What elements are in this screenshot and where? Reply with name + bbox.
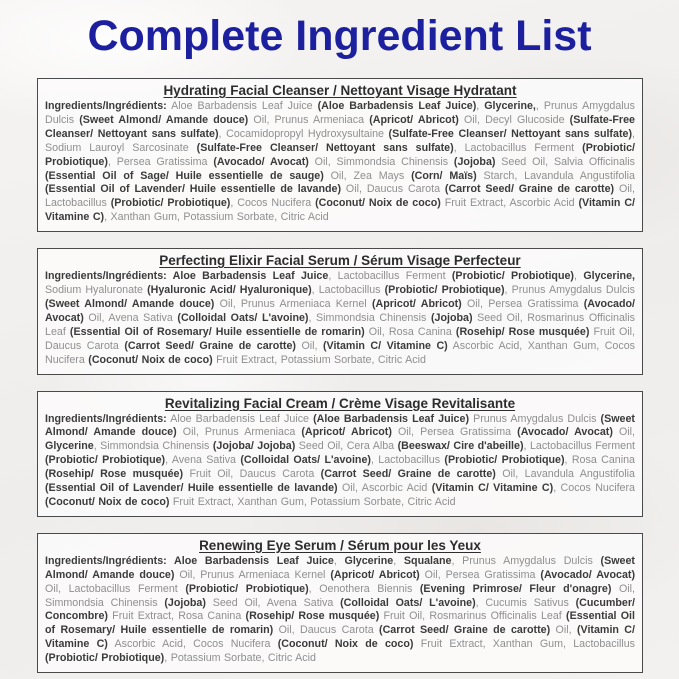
section-title: Hydrating Facial Cleanser / Nettoyant Visage Hydratant xyxy=(163,83,517,98)
section-revitalizing-facial-cream xyxy=(37,391,643,517)
section-title: Renewing Eye Serum / Sérum pour les Yeux xyxy=(199,537,481,553)
section-ingredients-text: Ingredients/Ingrédients: Aloe Barbadensis Leaf Juice (Aloe Barbadensis Leaf Juice) Prunus Amygdalus Dulcis (Sweet Almond/ Amande douce) Oil, Prunus Armeniaca (Apricot/ Abricot) Oil, Persea Gratissima (Avocado/ Avocat) Oil, Glycerine, Simmondsia Chinensis (Jojoba/ Jojoba) Seed Oil, Cera Alba (Beeswax/ Cire d'abeille), Lactobacillus Ferment (Probiotic/ Probiotique), Avena Sativa (Colloidal Oats/ L'avoine), Lactobacillus (Probiotic/ Probiotique), Rosa Canina (Rosehip/ Rose musquée) Fruit Oil, Daucus Carota (Carrot Seed/ Graine de carotte) Oil, Lavandula Angustifolia (Essential Oil of Lavender/ Huile essentielle de lavande) Oil, Ascorbic Acid (Vitamin C/ Vitamine C), Cocos Nucifera (Coconut/ Noix de coco) Fruit Extract, Xanthan Gum, Potassium Sorbate, Citric Acid xyxy=(45,412,636,508)
section-title: Perfecting Elixir Facial Serum / Sérum Visage Perfecteur xyxy=(159,253,521,269)
section-perfecting-elixir-serum xyxy=(37,248,643,374)
sections-container xyxy=(37,78,643,673)
section-hydrating-facial-cleanser xyxy=(37,78,643,232)
section-ingredients-text: Ingredients/Ingrédients: Aloe Barbadensis Leaf Juice, Glycerine, Squalane, Prunus Amygdalus Dulcis (Sweet Almond/ Amande douce) Oil, Prunus Armeniaca Kernel (Apricot/ Abricot) Oil, Persea Gratissima (Avocado/ Avocat) Oil, Lactobacillus Ferment (Probiotic/ Probiotique), Oenothera Biennis (Evening Primrose/ Fleur d'onagre) Oil, Simmondsia Chinensis (Jojoba) Seed Oil, Avena Sativa (Colloidal Oats/ L'avoine), Cucumis Sativus (Cucumber/ Concombre) Fruit Extract, Rosa Canina (Rosehip/ Rose musquée) Fruit Oil, Rosmarinus Officinalis Leaf (Essential Oil of Rosemary/ Huile essentielle de romarin) Oil, Daucus Carota (Carrot Seed/ Graine de carotte) Oil, (Vitamin C/ Vitamine C) Ascorbic Acid, Cocos Nucifera (Coconut/ Noix de coco) Fruit Extract, Xanthan Gum, Lactobacillus (Probiotic/ Probiotique), Potassium Sorbate, Citric Acid xyxy=(45,554,636,665)
page-title: Complete Ingredient List xyxy=(87,12,592,60)
section-title: Revitalizing Facial Cream / Crème Visage Revitalisante xyxy=(164,395,516,411)
section-ingredients-text: Ingredients/Ingrédients: Aloe Barbadensis Leaf Juice (Aloe Barbadensis Leaf Juice), Glycerine,, Prunus Amygdalus Dulcis (Sweet Almond/ Amande douce) Oil, Prunus Armeniaca (Apricot/ Abricot) Oil, Decyl Glucoside (Sulfate-Free Cleanser/ Nettoyant sans sulfate), Cocamidopropyl Hydroxysultaine (Sulfate-Free Cleanser/ Nettoyant sans sulfate), Sodium Lauroyl Sarcosinate (Sulfate-Free Cleanser/ Nettoyant sans sulfate), Lactobacillus Ferment (Probiotic/ Probiotique), Persea Gratissima (Avocado/ Avocat) Oil, Simmondsia Chinensis (Jojoba) Seed Oil, Salvia Officinalis (Essential Oil of Sage/ Huile essentielle de sauge) Oil, Zea Mays (Corn/ Maïs) Starch, Lavandula Angustifolia (Essential Oil of Lavender/ Huile essentielle de lavande) Oil, Daucus Carota (Carrot Seed/ Graine de carotte) Oil, Lactobacillus (Probiotic/ Probiotique), Cocos Nucifera (Coconut/ Noix de coco) Fruit Extract, Ascorbic Acid (Vitamin C/ Vitamine C), Xanthan Gum, Potassium Sorbate, Citric Acid xyxy=(45,100,636,224)
section-ingredients-text: Ingredients/Ingrédients: Aloe Barbadensis Leaf Juice, Lactobacillus Ferment (Probiotic/ Probiotique), Glycerine, Sodium Hyaluronate (Hyaluronic Acid/ Hyaluronique), Lactobacillus (Probiotic/ Probiotique), Prunus Amygdalus Dulcis (Sweet Almond/ Amande douce) Oil, Prunus Armeniaca Kernel (Apricot/ Abricot) Oil, Persea Gratissima (Avocado/ Avocat) Oil, Avena Sativa (Colloidal Oats/ L'avoine), Simmondsia Chinensis (Jojoba) Seed Oil, Rosmarinus Officinalis Leaf (Essential Oil of Rosemary/ Huile essentielle de romarin) Oil, Rosa Canina (Rosehip/ Rose musquée) Fruit Oil, Daucus Carota (Carrot Seed/ Graine de carotte) Oil, (Vitamin C/ Vitamine C) Ascorbic Acid, Xanthan Gum, Cocos Nucifera (Coconut/ Noix de coco) Fruit Extract, Potassium Sorbate, Citric Acid xyxy=(45,270,636,366)
section-renewing-eye-serum xyxy=(37,533,643,673)
